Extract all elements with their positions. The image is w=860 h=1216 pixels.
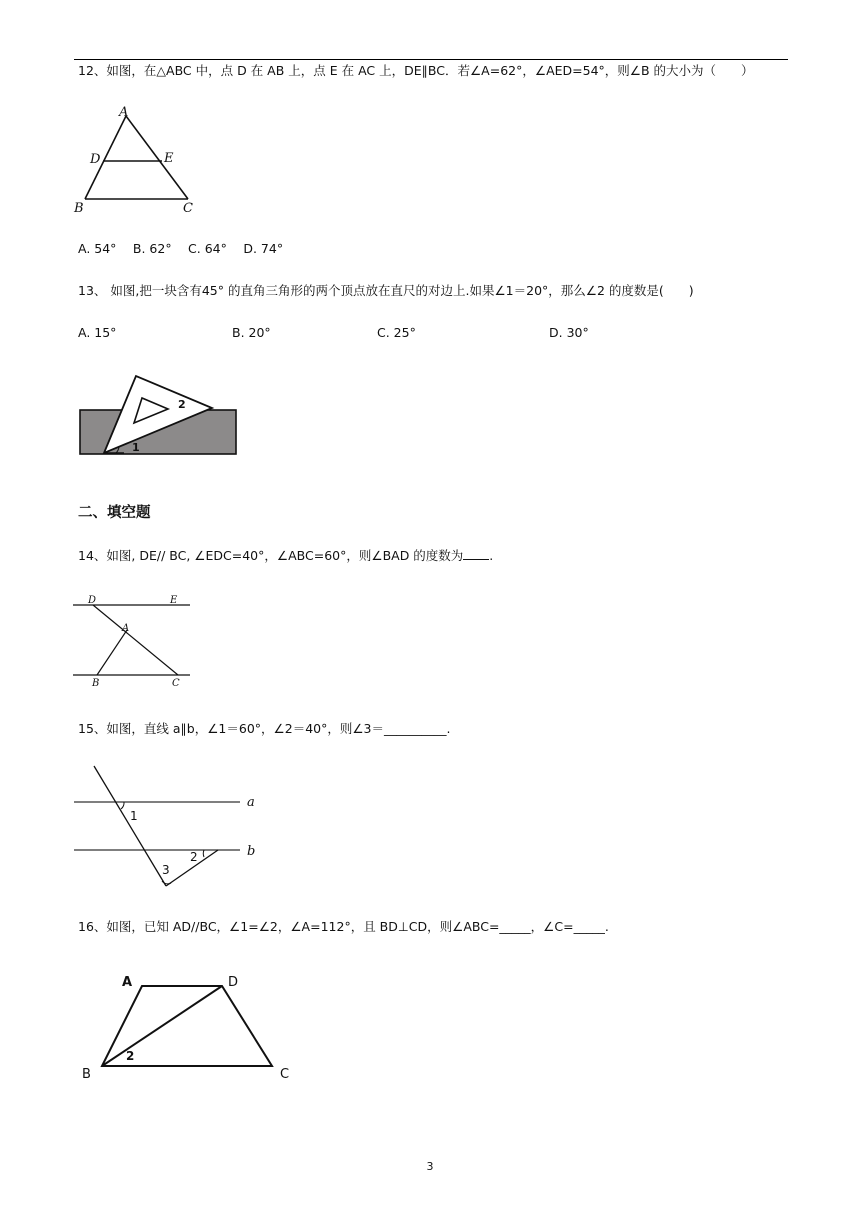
q14-figure bbox=[70, 592, 194, 690]
q16-label-c: C bbox=[280, 1067, 290, 1082]
q15-label-2: 2 bbox=[190, 850, 198, 864]
q14-answer-blank[interactable] bbox=[463, 546, 489, 560]
q12-label-d: D bbox=[90, 152, 101, 167]
q16-label-a: A bbox=[122, 975, 133, 990]
section-fill-in-title: 二、填空题 bbox=[78, 505, 151, 521]
q16-text: 16、如图，已知 AD//BC，∠1=∠2，∠A=112°，且 BD⊥CD，则∠ABC=_____，∠C=_____. bbox=[78, 919, 609, 934]
q12-label-c: C bbox=[183, 201, 193, 216]
q16-label-b: B bbox=[82, 1067, 91, 1082]
q15-text: 15、如图，直线 a∥b，∠1＝60°，∠2＝40°，则∠3＝__________. bbox=[78, 721, 451, 736]
q13-text: 13、 如图,把一块含有45° 的直角三角形的两个顶点放在直尺的对边上.如果∠1＝20°，那么∠2 的度数是( ) bbox=[78, 283, 694, 298]
q14-label-d: D bbox=[88, 595, 97, 606]
header-rule bbox=[74, 59, 788, 60]
q16-figure bbox=[76, 966, 302, 1082]
q14-label-e: E bbox=[170, 595, 178, 606]
q12-label-a: A bbox=[119, 105, 129, 120]
q12-options: A. 54° B. 62° C. 64° D. 74° bbox=[78, 241, 284, 256]
q14-text-before: 14、如图, DE// BC, ∠EDC=40°，∠ABC=60°，则∠BAD 的度数为 bbox=[78, 548, 464, 563]
q14-label-a: A bbox=[122, 623, 130, 634]
q14-text-after: . bbox=[489, 548, 494, 563]
q12-text: 12、如图，在△ABC 中，点 D 在 AB 上，点 E 在 AC 上，DE∥BC．若∠A=62°，∠AED=54°，则∠B 的大小为（ ） bbox=[78, 63, 754, 78]
q13-option-d: D. 30° bbox=[549, 325, 589, 340]
q12-label-e: E bbox=[164, 151, 174, 166]
q15-figure bbox=[70, 762, 256, 890]
q15-label-b: b bbox=[247, 844, 256, 859]
q16-label-2: 2 bbox=[126, 1049, 135, 1063]
q13-option-b: B. 20° bbox=[232, 325, 271, 340]
q15-label-a: a bbox=[247, 795, 255, 810]
page-number: 3 bbox=[426, 1160, 434, 1173]
q15-label-1: 1 bbox=[130, 809, 138, 823]
q13-label-1: 1 bbox=[132, 441, 140, 454]
q13-label-2: 2 bbox=[178, 398, 186, 411]
q15-label-3: 3 bbox=[162, 863, 170, 877]
q13-figure bbox=[76, 372, 240, 462]
q13-option-c: C. 25° bbox=[377, 325, 416, 340]
q14-text bbox=[78, 546, 493, 565]
q14-label-c: C bbox=[172, 678, 180, 689]
q13-option-a: A. 15° bbox=[78, 325, 117, 340]
q12-label-b: B bbox=[74, 201, 84, 216]
q16-label-d: D bbox=[228, 975, 239, 990]
q12-figure bbox=[70, 102, 210, 218]
q14-label-b: B bbox=[92, 678, 100, 689]
